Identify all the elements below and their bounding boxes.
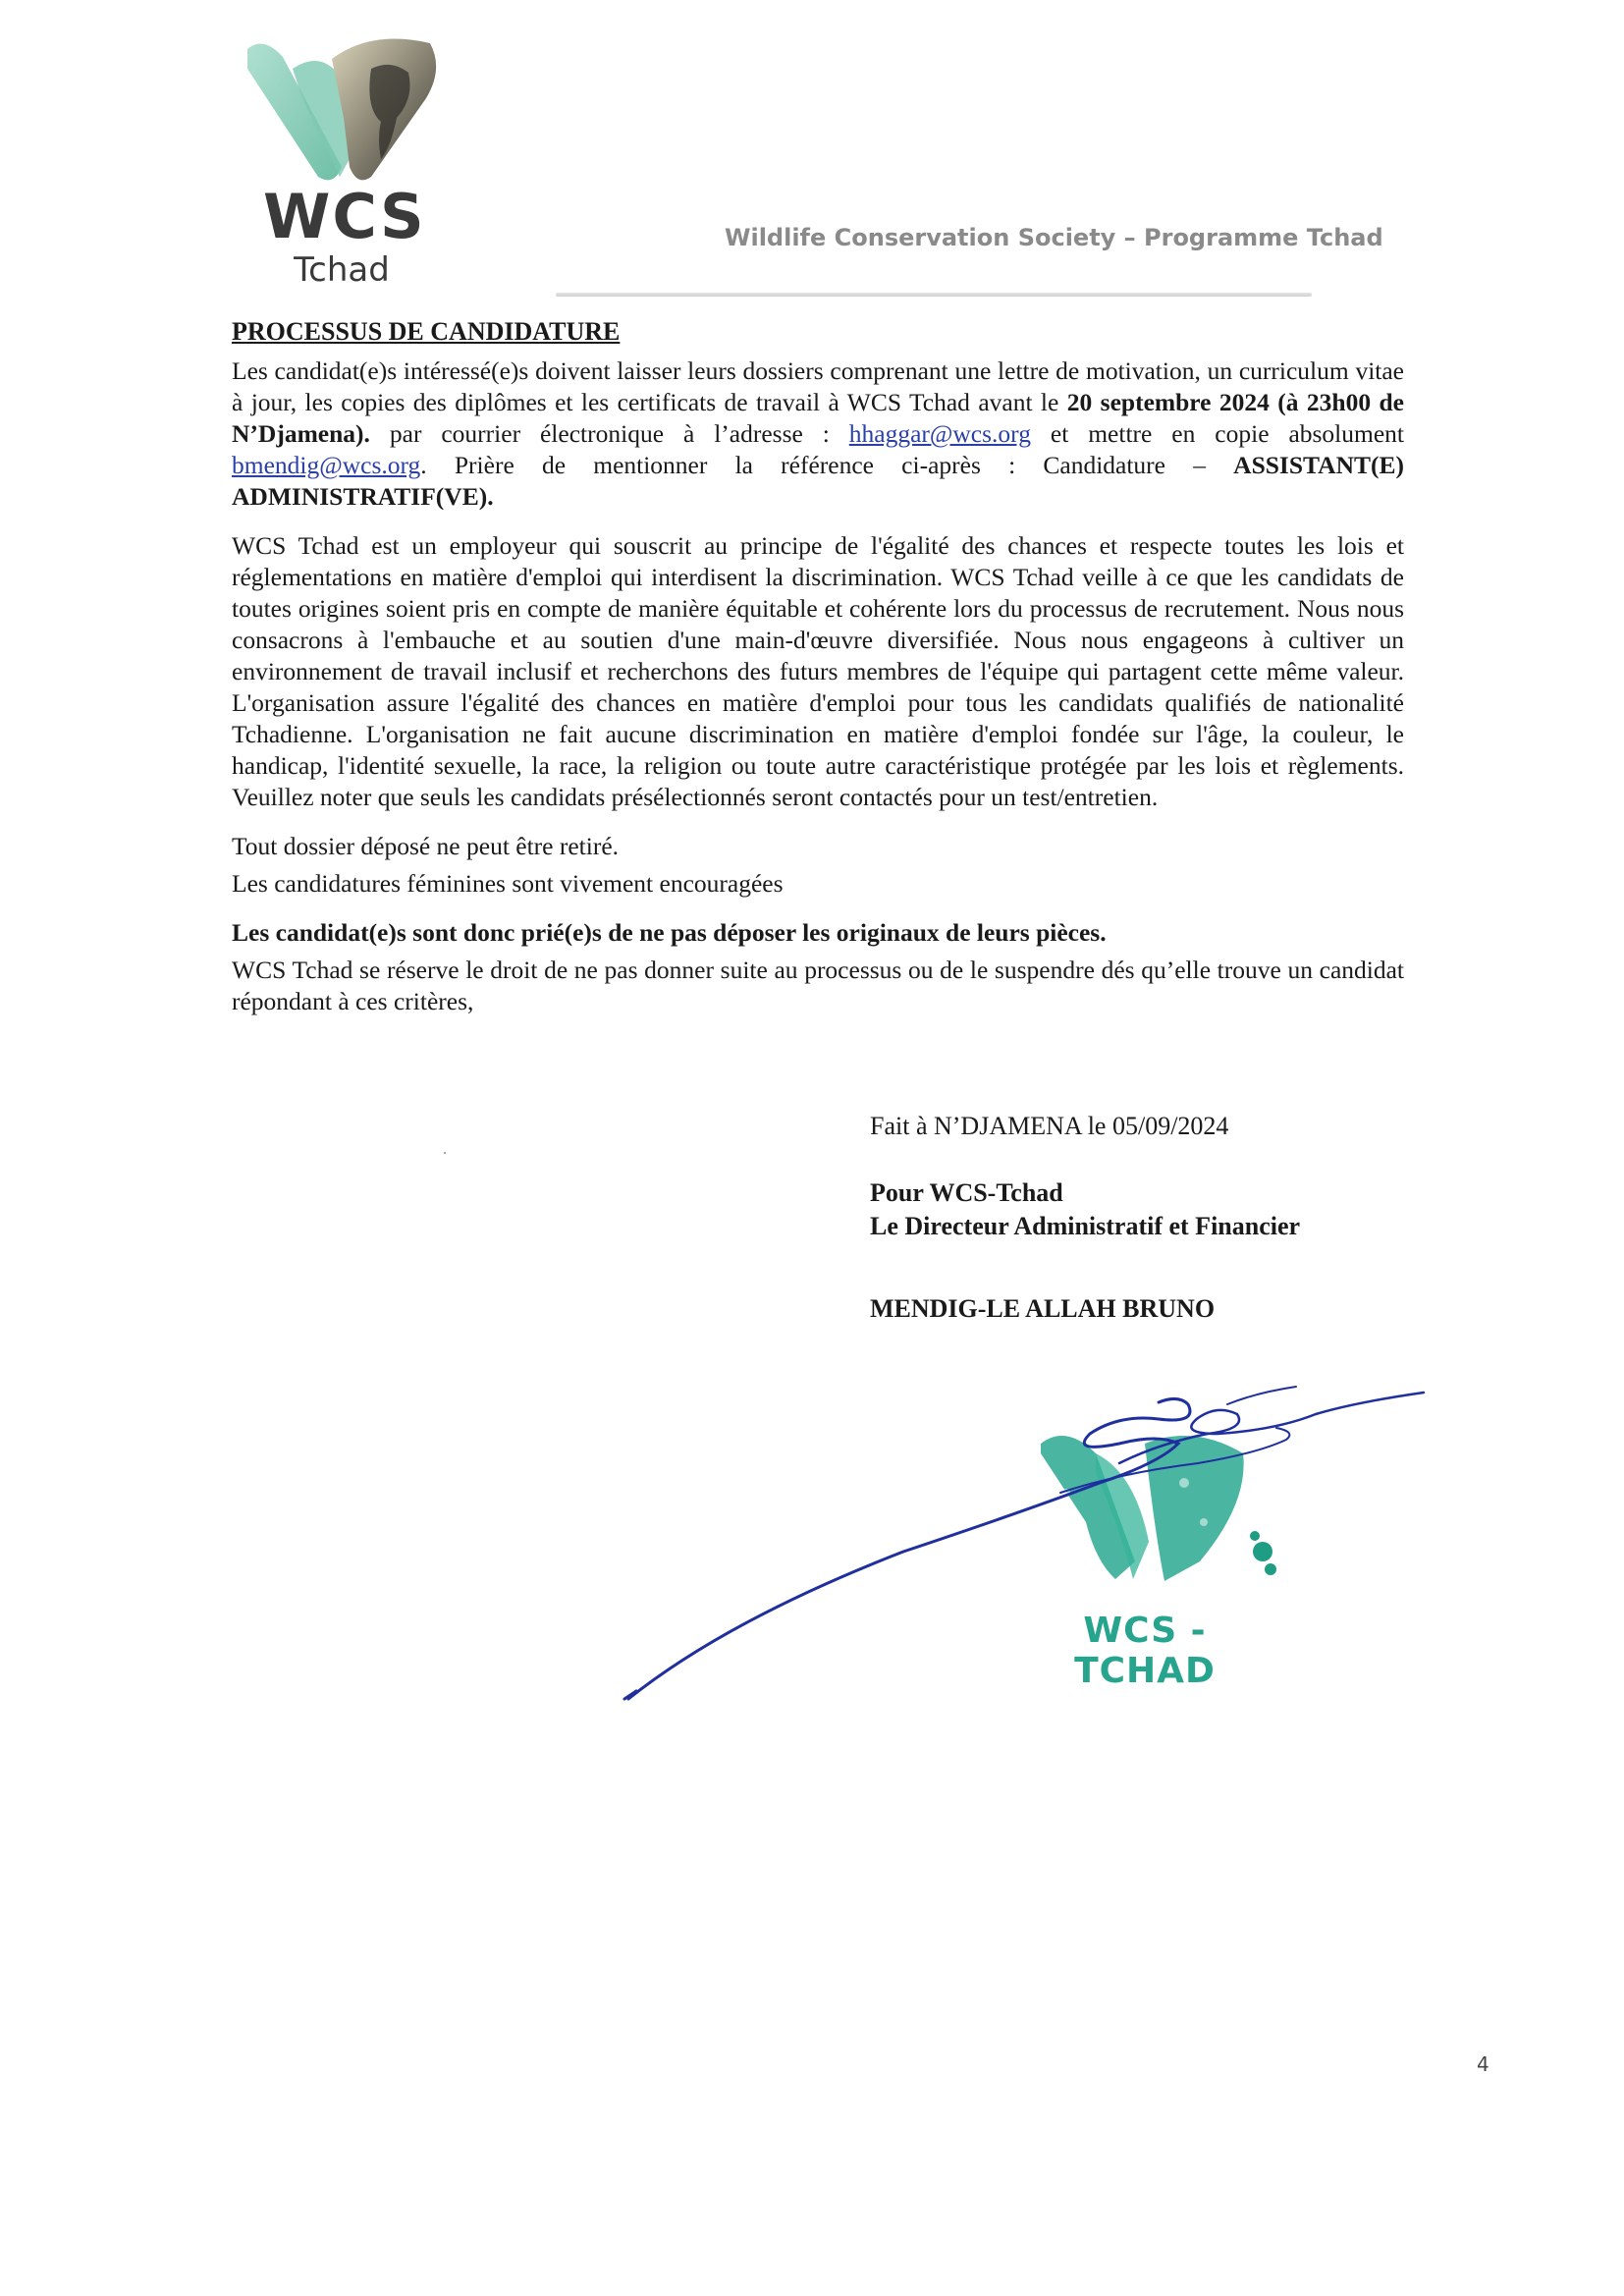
position-reference: ASSISTANT(E) ADMINISTRATIF(VE). bbox=[232, 451, 1404, 511]
signatory-name: MENDIG-LE ALLAH BRUNO bbox=[870, 1294, 1216, 1323]
reservation-right-text: WCS Tchad se réserve le droit de ne pas donner suite au processus ou de le suspendre dés qu’elle trouve un candidat répondant à ces critères, bbox=[232, 956, 1404, 1015]
email-link-bmendig[interactable]: bmendig@wcs.org bbox=[232, 451, 421, 479]
deadline-text: 20 septembre 2024 (à 23h00 de N’Djamena). bbox=[232, 388, 1404, 448]
para1-text-4: . Prière de mentionner la référence ci-après : Candidature – bbox=[420, 451, 1234, 479]
equal-opportunity-paragraph: WCS Tchad est un employeur qui souscrit au principe de l'égalité des chances et respecte toutes les lois et réglementations en matière d'emploi qui interdisent la discrimination. WCS Tchad veille à ce que les candidats de toutes origines soient pris en compte de manière équitable et cohérente lors du processus de recrutement. Nous nous consacrons à l'embauche et au soutien d'une main-d'œuvre diversifiée. Nous nous engageons à cultiver un environnement de travail inclusif et recherchons des futurs membres de l'équipe qui partagent cette même valeur. L'organisation assure l'égalité des chances en matière d'emploi pour tous les candidats qualifiés de nationalité Tchadienne. L'organisation ne fait aucune discrimination en matière d'emploi fondée sur l'âge, la couleur, le handicap, l'identité sexuelle, la race, la religion ou toute autre caractéristique protégée par les lois et règlements. Veuillez noter que seuls les candidats présélectionnés seront contactés pour un test/entretien. bbox=[232, 531, 1404, 811]
signatory-title: Le Directeur Administratif et Financier bbox=[870, 1212, 1301, 1240]
para1-text-3: et mettre en copie absolument bbox=[1030, 419, 1405, 448]
female-applicants-text: Les candidatures féminines sont vivement encouragées bbox=[232, 869, 784, 898]
header-organization: Wildlife Conservation Society – Programme Tchad bbox=[725, 224, 1383, 251]
for-organization-line: Pour WCS-Tchad bbox=[870, 1178, 1063, 1207]
logo-w-mark bbox=[234, 29, 450, 196]
header-divider bbox=[556, 293, 1312, 297]
application-instructions-paragraph bbox=[232, 355, 1404, 513]
date-line: Fait à N’DJAMENA le 05/09/2024 bbox=[870, 1112, 1229, 1140]
page-number: 4 bbox=[1477, 2052, 1489, 2076]
para1-text-2: par courrier électronique à l’adresse : bbox=[369, 419, 849, 448]
handwritten-signature bbox=[609, 1375, 1453, 1719]
stamp-text: WCS - TCHAD bbox=[1074, 1611, 1216, 1691]
para1-text-1: Les candidat(e)s intéressé(e)s doivent laisser leurs dossiers comprenant une lettre de motivation, un curriculum vitae à jour, les copies des diplômes et les certificats de travail à WCS Tchad avant le bbox=[232, 356, 1404, 416]
logo-text: WCS bbox=[263, 181, 426, 252]
wcs-logo bbox=[234, 29, 450, 295]
section-title: PROCESSUS DE CANDIDATURE bbox=[232, 317, 621, 346]
email-link-hhaggar[interactable]: hhaggar@wcs.org bbox=[848, 419, 1031, 448]
logo-subtitle: Tchad bbox=[294, 250, 390, 290]
document-body bbox=[232, 316, 1404, 1035]
signatory-block bbox=[870, 1176, 1300, 1243]
no-originals-text: Les candidat(e)s sont donc prié(e)s de ne pas déposer les originaux de leurs pièces. bbox=[232, 918, 1107, 947]
closing-block bbox=[870, 1110, 1300, 1326]
dossier-not-returned-text: Tout dossier déposé ne peut être retiré. bbox=[232, 832, 620, 860]
scan-speck bbox=[444, 1152, 446, 1154]
